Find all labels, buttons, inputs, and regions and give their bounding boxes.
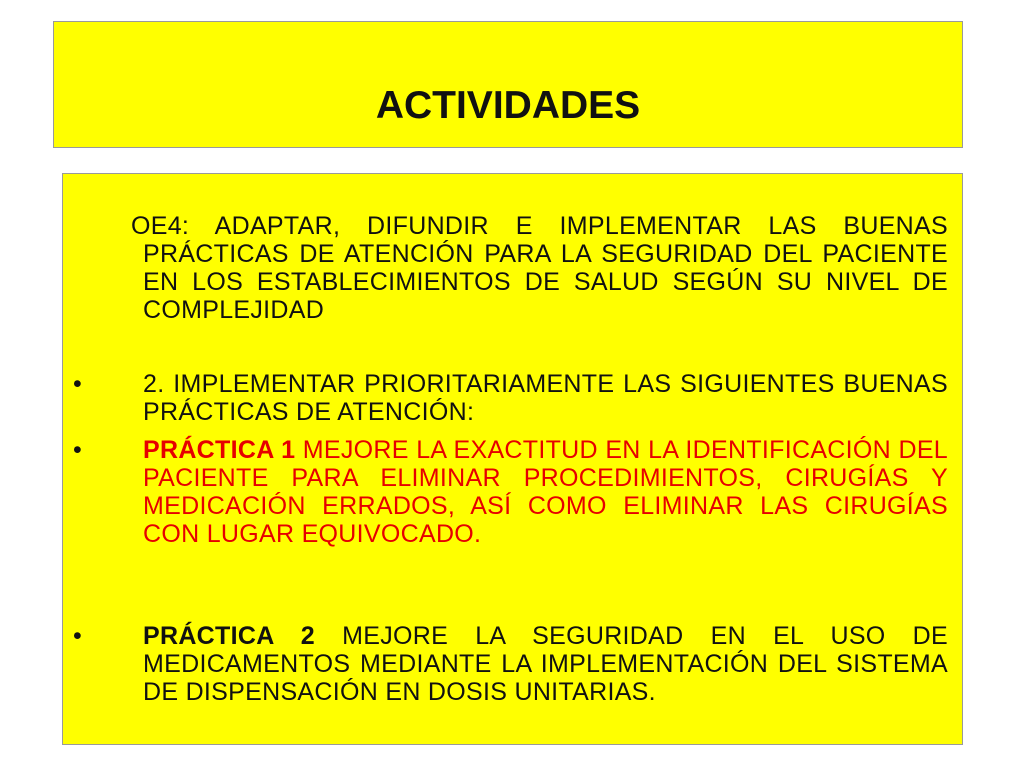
practice-2-label: PRÁCTICA 2: [143, 622, 315, 650]
title-box: [53, 21, 963, 148]
bullet-icon: •: [73, 370, 82, 398]
list-item-practice-2: [143, 622, 948, 706]
list-item-practice-1: [143, 436, 948, 548]
list-item-text: 2. IMPLEMENTAR PRIORITARIAMENTE LAS SIGUIENTES BUENAS PRÁCTICAS DE ATENCIÓN:: [143, 370, 948, 426]
practice-2-text: MEJORE LA SEGURIDAD EN EL USO DE MEDICAMENTOS MEDIANTE LA IMPLEMENTACIÓN DEL SISTEMA DE DISPENSACIÓN EN DOSIS UNITARIAS.: [143, 622, 949, 706]
objective-text: OE4: ADAPTAR, DIFUNDIR E IMPLEMENTAR LAS BUENAS PRÁCTICAS DE ATENCIÓN PARA LA SEGURIDAD DEL PACIENTE EN LOS ESTABLECIMIENTOS DE SALUD SEGÚN SU NIVEL DE COMPLEJIDAD: [131, 212, 948, 324]
list-item-implement: [143, 370, 948, 426]
bullet-icon: •: [73, 622, 82, 650]
content-box: [62, 173, 963, 745]
slide-title: ACTIVIDADES: [375, 84, 641, 127]
bullet-icon: •: [73, 436, 82, 464]
practice-1-label: PRÁCTICA 1: [143, 436, 296, 464]
practice-1-text: MEJORE LA EXACTITUD EN LA IDENTIFICACIÓN DEL PACIENTE PARA ELIMINAR PROCEDIMIENTOS, CIRUGÍAS Y MEDICACIÓN ERRADOS, ASÍ COMO ELIMINAR LAS CIRUGÍAS CON LUGAR EQUIVOCADO.: [143, 436, 948, 548]
